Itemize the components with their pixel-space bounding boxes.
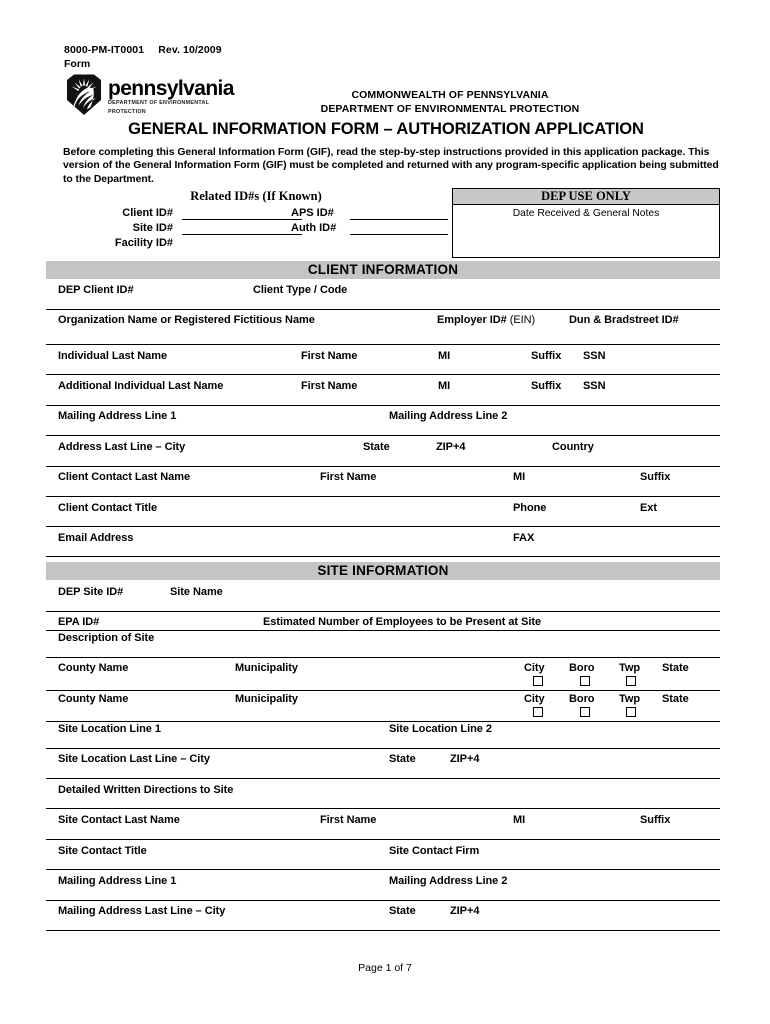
- form-word-label: Form: [64, 58, 91, 70]
- detailed-directions-label: Detailed Written Directions to Site: [58, 784, 234, 796]
- auth-id-input[interactable]: [350, 234, 448, 235]
- site-location-line2-label: Site Location Line 2: [389, 723, 492, 735]
- state-label: State: [662, 693, 689, 705]
- row-divider: [46, 405, 720, 406]
- mi-label: MI: [438, 380, 451, 392]
- city-checkbox-2[interactable]: [533, 707, 543, 717]
- city-checkbox-1[interactable]: [533, 676, 543, 686]
- first-name-label: First Name: [320, 814, 377, 826]
- employer-id-label: Employer ID# (EIN): [437, 314, 536, 326]
- state-label: State: [363, 441, 390, 453]
- row-divider: [46, 869, 720, 870]
- site-contact-last-name-label: Site Contact Last Name: [58, 814, 180, 826]
- zip4-label: ZIP+4: [450, 753, 480, 765]
- row-divider: [46, 630, 720, 631]
- suffix-label: Suffix: [640, 471, 671, 483]
- row-divider: [46, 556, 720, 557]
- ssn-label: SSN: [583, 350, 606, 362]
- municipality-label: Municipality: [235, 693, 298, 705]
- site-information-band: SITE INFORMATION: [46, 562, 720, 580]
- ssn-label: SSN: [583, 380, 606, 392]
- county-name-label: County Name: [58, 693, 129, 705]
- suffix-label: Suffix: [531, 380, 562, 392]
- client-contact-last-name-label: Client Contact Last Name: [58, 471, 191, 483]
- mailing-address-line2-label: Mailing Address Line 2: [389, 410, 508, 422]
- commonwealth-line-2: DEPARTMENT OF ENVIRONMENTAL PROTECTION: [320, 103, 580, 115]
- form-revision: Rev. 10/2009: [158, 44, 222, 56]
- row-divider: [46, 690, 720, 691]
- logo-text-group: [108, 78, 234, 117]
- site-location-line1-label: Site Location Line 1: [58, 723, 161, 735]
- logo-wordmark: pennsylvania: [108, 77, 234, 100]
- client-type-code-label: Client Type / Code: [253, 284, 348, 296]
- client-information-band: CLIENT INFORMATION: [46, 261, 720, 279]
- client-id-input[interactable]: [182, 219, 302, 220]
- row-divider: [46, 900, 720, 901]
- aps-id-input[interactable]: [350, 219, 448, 220]
- aps-id-label: APS ID#: [291, 207, 334, 219]
- row-divider: [46, 344, 720, 345]
- dep-client-id-label: DEP Client ID#: [58, 284, 134, 296]
- site-location-last-line-city-label: Site Location Last Line – City: [58, 753, 210, 765]
- city-label: City: [524, 693, 545, 705]
- keystone-logo-icon: [64, 74, 104, 116]
- mi-label: MI: [513, 471, 526, 483]
- logo-department-line: DEPARTMENT OF ENVIRONMENTAL PROTECTION: [108, 100, 210, 115]
- intro-paragraph: Before completing this General Information Form (GIF), read the step-by-step instructions provided in this application package. This version of the General Information Form (GIF) must be completed and returned with any program-specific application being submitted to the Department.: [63, 147, 719, 185]
- ext-label: Ext: [640, 502, 657, 514]
- twp-checkbox-1[interactable]: [626, 676, 636, 686]
- twp-label: Twp: [619, 662, 641, 674]
- phone-label: Phone: [513, 502, 547, 514]
- site-id-label: Site ID#: [132, 222, 173, 234]
- twp-label: Twp: [619, 693, 641, 705]
- row-divider: [46, 374, 720, 375]
- email-address-label: Email Address: [58, 532, 134, 544]
- client-id-label: Client ID#: [122, 207, 173, 219]
- zip4-label: ZIP+4: [450, 905, 480, 917]
- row-divider: [46, 930, 720, 931]
- boro-label: Boro: [569, 662, 595, 674]
- row-divider: [46, 808, 720, 809]
- mi-label: MI: [513, 814, 526, 826]
- auth-id-label: Auth ID#: [291, 222, 337, 234]
- row-divider: [46, 435, 720, 436]
- row-divider: [46, 748, 720, 749]
- site-contact-title-label: Site Contact Title: [58, 845, 147, 857]
- form-code-line: [64, 44, 222, 56]
- row-divider: [46, 466, 720, 467]
- country-label: Country: [552, 441, 594, 453]
- employer-id-paren: (EIN): [509, 314, 536, 326]
- row-divider: [46, 839, 720, 840]
- page-footer: Page 1 of 7: [358, 962, 412, 974]
- dep-site-id-label: DEP Site ID#: [58, 586, 124, 598]
- row-divider: [46, 496, 720, 497]
- mailing-address-line2-label: Mailing Address Line 2: [389, 875, 508, 887]
- additional-individual-last-name-label: Additional Individual Last Name: [58, 380, 224, 392]
- boro-label: Boro: [569, 693, 595, 705]
- site-name-label: Site Name: [170, 586, 223, 598]
- mailing-address-last-line-city-label: Mailing Address Last Line – City: [58, 905, 226, 917]
- dep-use-only-box: [452, 188, 720, 258]
- site-id-input[interactable]: [182, 234, 302, 235]
- facility-id-label: Facility ID#: [114, 237, 173, 249]
- dep-use-only-subtitle: Date Received & General Notes: [512, 208, 660, 219]
- row-divider: [46, 611, 720, 612]
- boro-checkbox-1[interactable]: [580, 676, 590, 686]
- first-name-label: First Name: [301, 380, 358, 392]
- page-title: GENERAL INFORMATION FORM – AUTHORIZATION APPLICATION: [128, 120, 644, 138]
- commonwealth-heading: [240, 88, 660, 116]
- suffix-label: Suffix: [531, 350, 562, 362]
- suffix-label: Suffix: [640, 814, 671, 826]
- pennsylvania-dep-logo: [64, 74, 232, 116]
- address-last-line-city-label: Address Last Line – City: [58, 441, 186, 453]
- twp-checkbox-2[interactable]: [626, 707, 636, 717]
- first-name-label: First Name: [301, 350, 358, 362]
- row-divider: [46, 526, 720, 527]
- row-divider: [46, 657, 720, 658]
- related-ids-title: Related ID#s (If Known): [190, 189, 322, 203]
- client-contact-title-label: Client Contact Title: [58, 502, 158, 514]
- first-name-label: First Name: [320, 471, 377, 483]
- commonwealth-line-1: COMMONWEALTH OF PENNSYLVANIA: [351, 89, 549, 101]
- row-divider: [46, 778, 720, 779]
- epa-id-label: EPA ID#: [58, 616, 100, 628]
- state-label: State: [389, 905, 416, 917]
- estimated-employees-label: Estimated Number of Employees to be Present at Site: [263, 616, 542, 628]
- city-label: City: [524, 662, 545, 674]
- individual-last-name-label: Individual Last Name: [58, 350, 168, 362]
- dep-use-only-title: DEP USE ONLY: [453, 189, 719, 205]
- organization-name-label: Organization Name or Registered Fictitious Name: [58, 314, 315, 326]
- mailing-address-line1-label: Mailing Address Line 1: [58, 875, 177, 887]
- boro-checkbox-2[interactable]: [580, 707, 590, 717]
- form-code: 8000-PM-IT0001: [64, 44, 145, 56]
- zip4-label: ZIP+4: [436, 441, 466, 453]
- row-divider: [46, 721, 720, 722]
- mi-label: MI: [438, 350, 451, 362]
- description-of-site-label: Description of Site: [58, 632, 155, 644]
- row-divider: [46, 309, 720, 310]
- mailing-address-line1-label: Mailing Address Line 1: [58, 410, 177, 422]
- state-label: State: [662, 662, 689, 674]
- state-label: State: [389, 753, 416, 765]
- county-name-label: County Name: [58, 662, 129, 674]
- site-contact-firm-label: Site Contact Firm: [389, 845, 480, 857]
- dun-bradstreet-label: Dun & Bradstreet ID#: [569, 314, 679, 326]
- fax-label: FAX: [513, 532, 535, 544]
- municipality-label: Municipality: [235, 662, 298, 674]
